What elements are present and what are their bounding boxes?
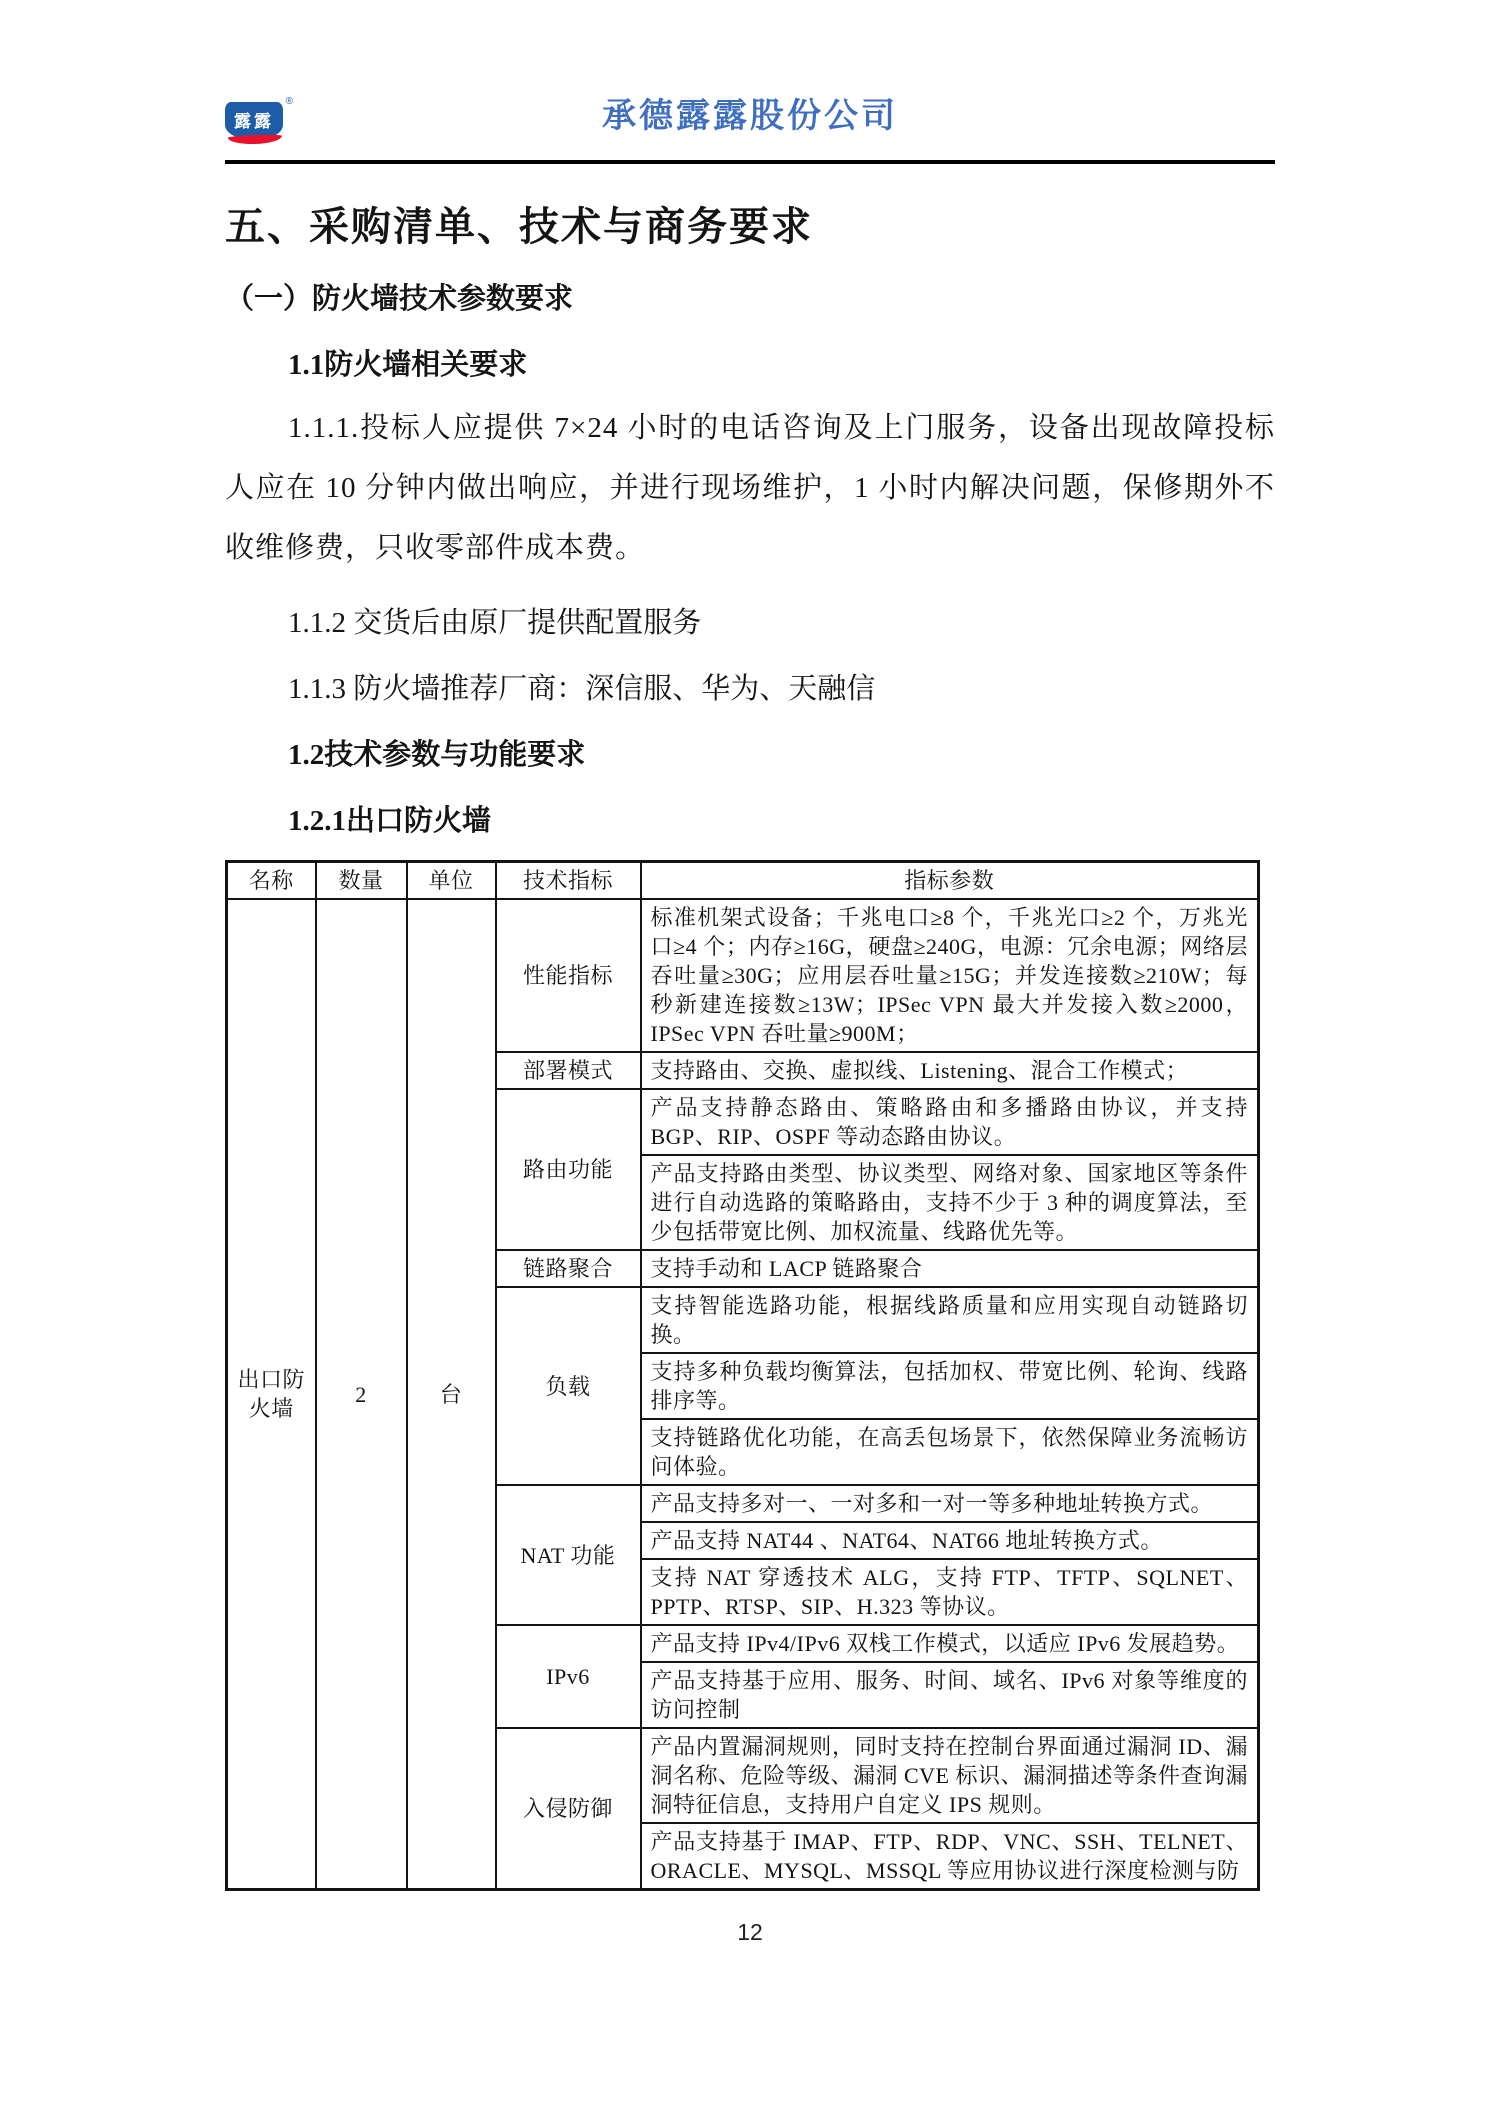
param-cell: 支持多种负载均衡算法，包括加权、带宽比例、轮询、线路排序等。 — [641, 1353, 1259, 1419]
spec-table — [225, 860, 1260, 1891]
param-cell: 产品支持静态路由、策略路由和多播路由协议，并支持 BGP、RIP、OSPF 等动态路由协议。 — [641, 1089, 1259, 1155]
indicator-cell-nat: NAT 功能 — [496, 1485, 641, 1625]
column-header-quantity: 数量 — [316, 862, 407, 900]
item-1-1-2: 1.1.2 交货后由原厂提供配置服务 — [288, 607, 702, 639]
page-header — [225, 76, 1275, 164]
main-title: 五、采购清单、技术与商务要求 — [225, 204, 813, 249]
product-unit-cell: 台 — [407, 899, 496, 1890]
param-cell: 产品支持 NAT44 、NAT64、NAT66 地址转换方式。 — [641, 1522, 1259, 1559]
column-header-name: 名称 — [227, 862, 316, 900]
param-cell: 支持智能选路功能，根据线路质量和应用实现自动链路切换。 — [641, 1287, 1259, 1353]
lulu-logo-icon — [225, 96, 293, 148]
column-header-indicator: 技术指标 — [496, 862, 641, 900]
param-cell: 支持路由、交换、虚拟线、Listening、混合工作模式； — [641, 1052, 1259, 1089]
section-1-heading: （一）防火墙技术参数要求 — [225, 283, 574, 315]
paragraph-1-1-1: 1.1.1.投标人应提供 7×24 小时的电话咨询及上门服务，设备出现故障投标人应在 10 分钟内做出响应，并进行现场维护，1 小时内解决问题，保修期外不收维修费，只收零部件成本费。 — [225, 412, 1275, 564]
param-cell: 产品支持 IPv4/IPv6 双栈工作模式，以适应 IPv6 发展趋势。 — [641, 1625, 1259, 1662]
indicator-cell-performance: 性能指标 — [496, 899, 641, 1052]
lulu-logo-swoosh — [228, 134, 282, 145]
param-cell: 产品支持多对一、一对多和一对一等多种地址转换方式。 — [641, 1485, 1259, 1522]
indicator-cell-load: 负载 — [496, 1287, 641, 1485]
param-cell: 产品支持基于应用、服务、时间、域名、IPv6 对象等维度的访问控制 — [641, 1662, 1259, 1728]
lulu-logo-text: 露露 — [234, 111, 274, 131]
param-cell: 支持链路优化功能，在高丢包场景下，依然保障业务流畅访问体验。 — [641, 1419, 1259, 1485]
column-header-parameter: 指标参数 — [641, 862, 1259, 900]
indicator-cell-routing: 路由功能 — [496, 1089, 641, 1250]
product-name-cell: 出口防火墙 — [227, 899, 316, 1890]
param-cell: 产品内置漏洞规则，同时支持在控制台界面通过漏洞 ID、漏洞名称、危险等级、漏洞 CVE 标识、漏洞描述等条件查询漏洞特征信息，支持用户自定义 IPS 规则。 — [641, 1728, 1259, 1823]
item-1-1-3: 1.1.3 防火墙推荐厂商：深信服、华为、天融信 — [288, 673, 876, 705]
indicator-cell-deploy-mode: 部署模式 — [496, 1052, 641, 1089]
heading-1-2-1: 1.2.1出口防火墙 — [288, 805, 492, 837]
product-quantity-cell: 2 — [316, 899, 407, 1890]
param-cell: 产品支持基于 IMAP、FTP、RDP、VNC、SSH、TELNET、ORACLE、MYSQL、MSSQL 等应用协议进行深度检测与防 — [641, 1823, 1259, 1890]
param-cell: 支持手动和 LACP 链路聚合 — [641, 1250, 1259, 1287]
registered-trademark-icon: ® — [285, 96, 293, 107]
table-row — [227, 899, 1259, 1052]
table-header-row — [227, 862, 1259, 900]
param-cell: 产品支持路由类型、协议类型、网络对象、国家地区等条件进行自动选路的策略路由，支持不少于 3 种的调度算法，至少包括带宽比例、加权流量、线路优先等。 — [641, 1155, 1259, 1250]
page-number: 12 — [737, 1919, 763, 1945]
indicator-cell-link-aggregation: 链路聚合 — [496, 1250, 641, 1287]
heading-1-2: 1.2技术参数与功能要求 — [288, 739, 586, 771]
indicator-cell-ips: 入侵防御 — [496, 1728, 641, 1890]
company-name: 承德露露股份公司 — [602, 97, 898, 135]
param-cell: 支持 NAT 穿透技术 ALG，支持 FTP、TFTP、SQLNET、PPTP、RTSP、SIP、H.323 等协议。 — [641, 1559, 1259, 1625]
indicator-cell-ipv6: IPv6 — [496, 1625, 641, 1728]
column-header-unit: 单位 — [407, 862, 496, 900]
param-cell: 标准机架式设备；千兆电口≥8 个，千兆光口≥2 个，万兆光口≥4 个；内存≥16G，硬盘≥240G，电源：冗余电源；网络层吞吐量≥30G；应用层吞吐量≥15G；并发连接数≥210W；每秒新建连接数≥13W；IPSec VPN 最大并发接入数≥2000，IPSec VPN 吞吐量≥900M； — [641, 899, 1259, 1052]
heading-1-1: 1.1防火墙相关要求 — [288, 349, 528, 381]
